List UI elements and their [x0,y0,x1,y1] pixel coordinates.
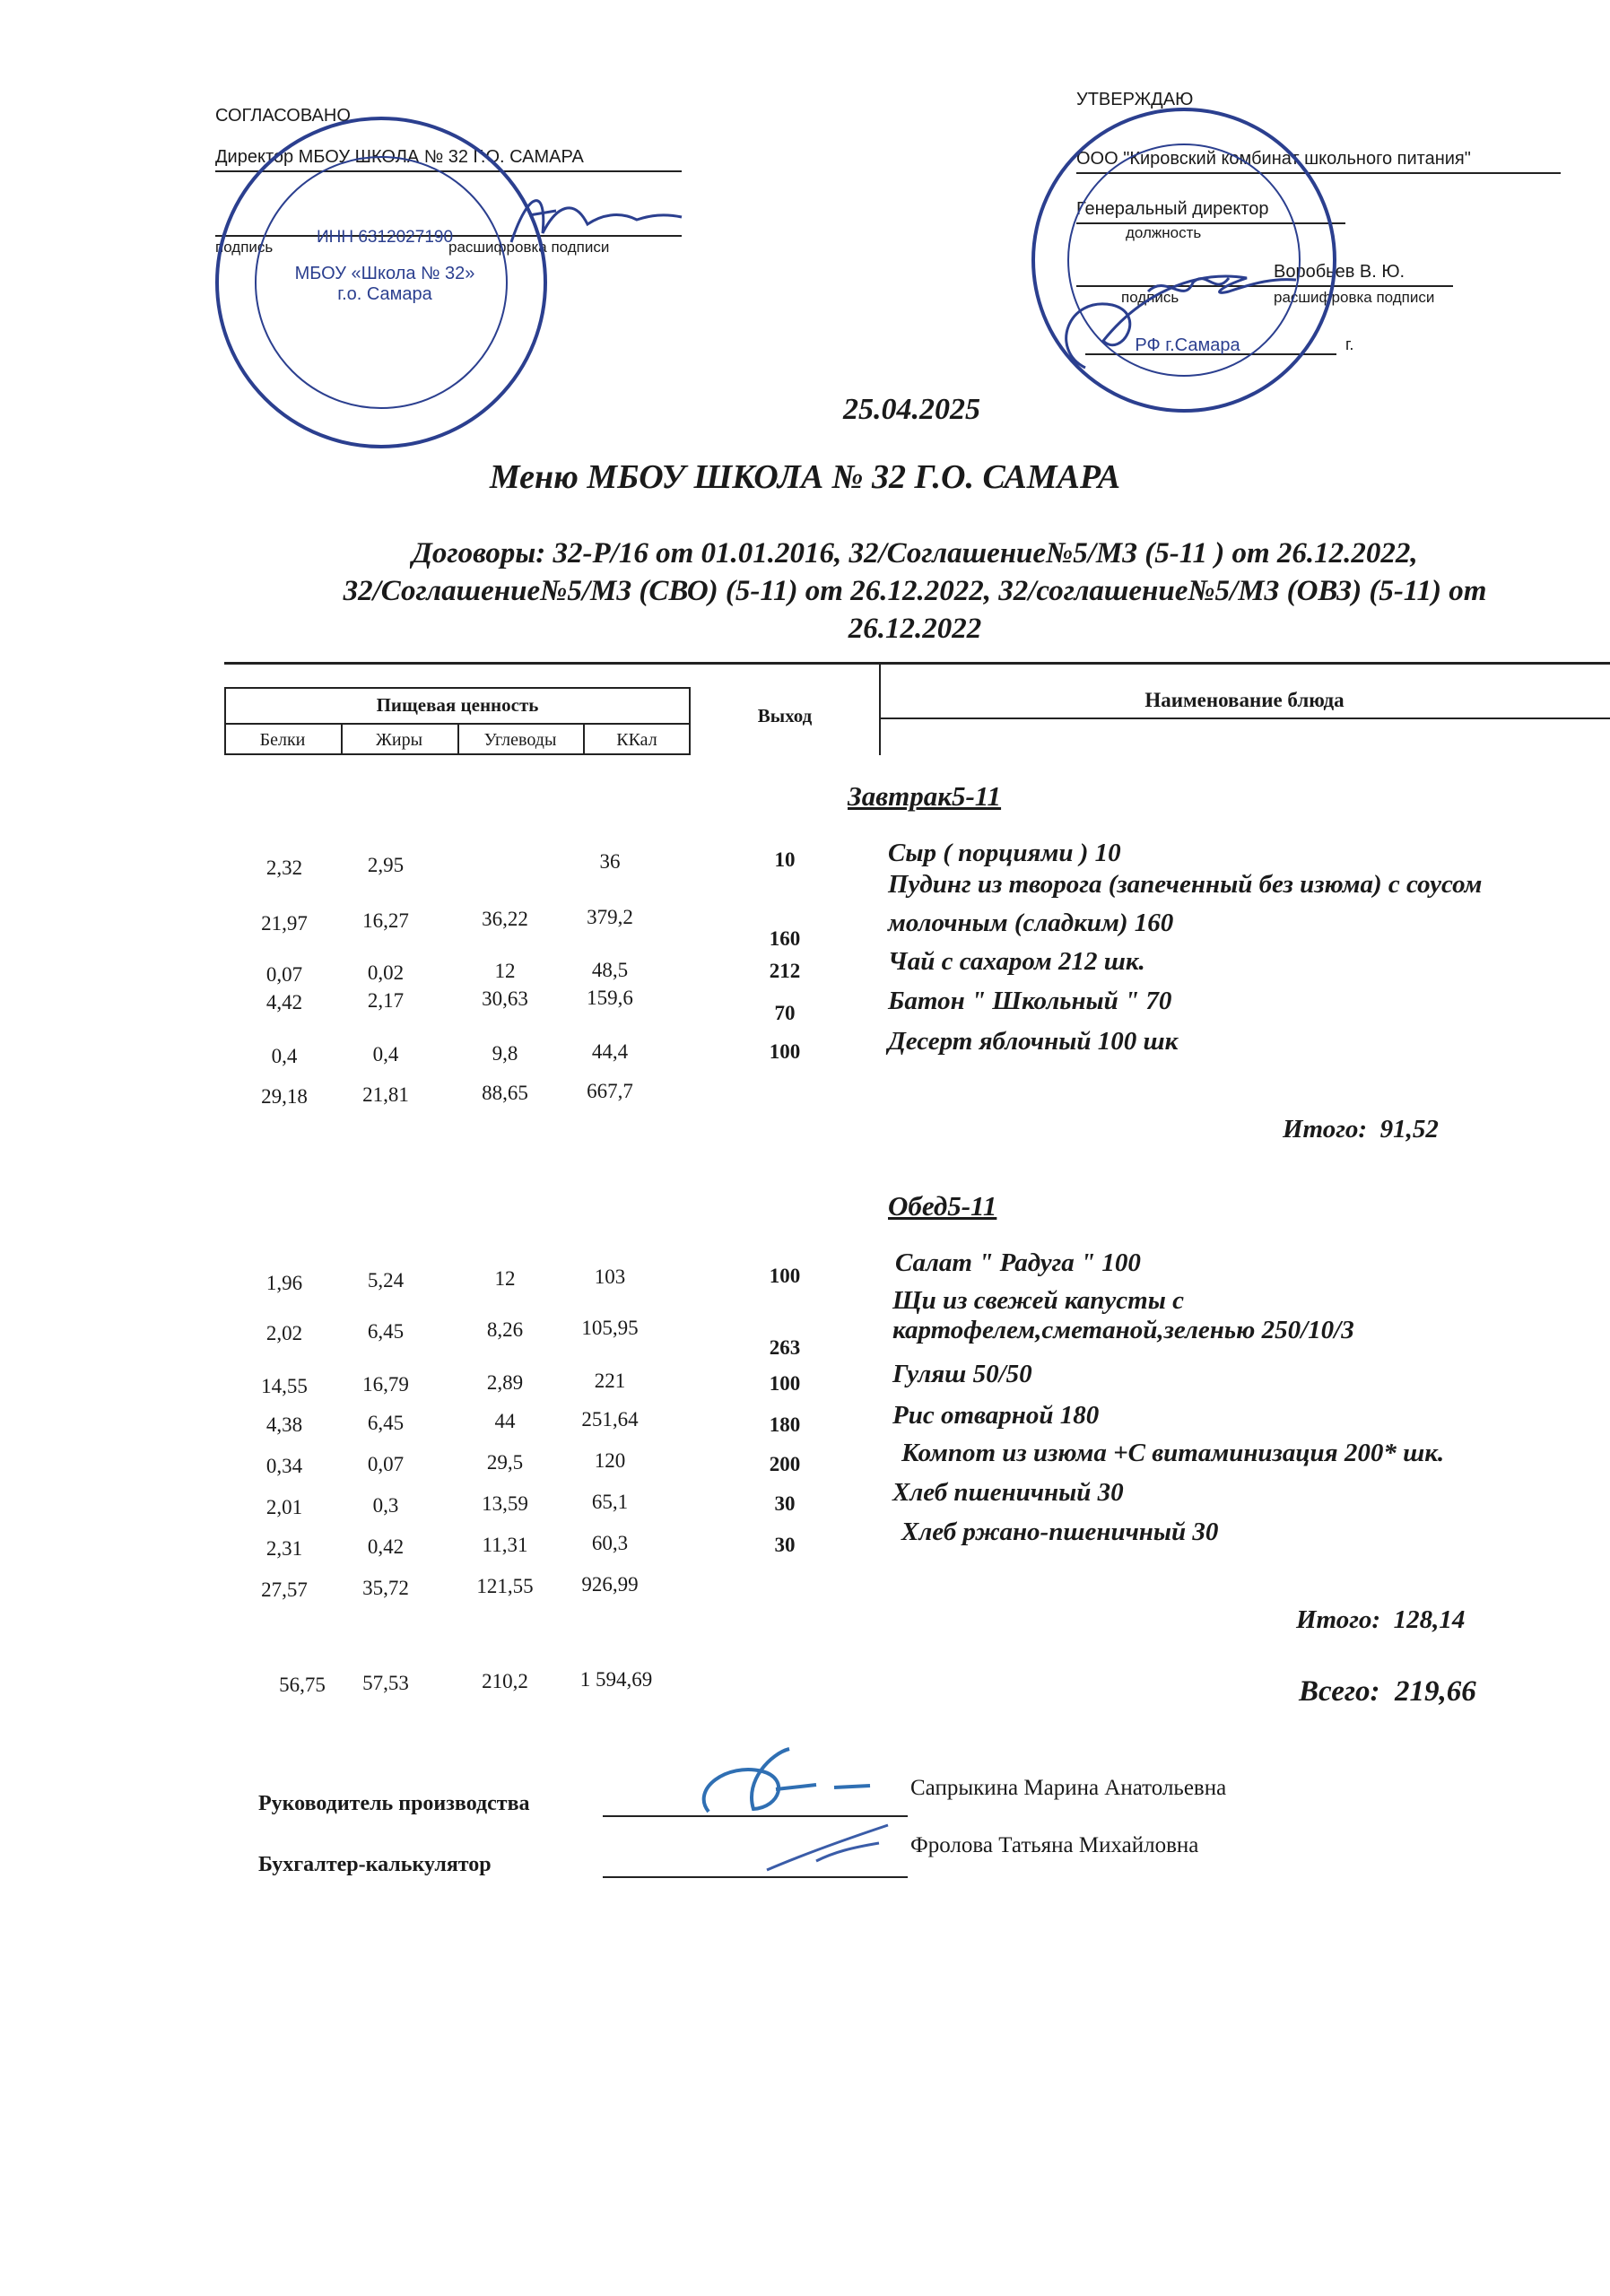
sig-name-production: Сапрыкина Марина Анатольевна [910,1776,1227,1800]
contracts [233,535,1597,648]
approval-left-decode-caption: расшифровка подписи [448,239,610,256]
contracts-line-1: Договоры: 32-Р/16 от 01.01.2016, 32/Соглашение№5/МЗ (5-11 ) от 26.12.2022, [412,537,1418,570]
school-stamp [215,117,547,448]
approval-right-sign-caption: подпись [1121,289,1179,306]
approval-right-name: Воробьев В. Ю. [1274,262,1405,282]
school-stamp-inn: ИНН 6312027190 [316,228,454,247]
approval-left-heading: СОГЛАСОВАНО [215,106,351,126]
grand-total: Всего: 219,66 [1299,1675,1476,1708]
approval-left-sign-caption: подпись [215,239,274,256]
th-dish-name: Наименование блюда [1144,689,1345,711]
approval-right-position: Генеральный директор [1076,199,1269,219]
school-stamp-center: МБОУ «Школа № 32» г.о. Самара [294,264,475,304]
lunch-total: Итого: 128,14 [1296,1605,1466,1634]
th-carbs: Углеводы [483,730,557,750]
approval-right-org: ООО "Кировский комбинат школьного питания" [1076,149,1471,169]
approval-left-position: Директор МБОУ ШКОЛА № 32 Г.О. САМАРА [215,147,584,167]
breakfast-title: Завтрак5-11 [848,780,1002,812]
th-output: Выход [757,705,813,726]
breakfast-total: Итого: 91,52 [1283,1115,1439,1144]
menu-date: 25.04.2025 [843,393,980,426]
director-signature [502,179,691,260]
th-nutrition: Пищевая ценность [376,694,539,716]
contracts-line-2: 32/Соглашение№5/МЗ (СВО) (5-11) от 26.12.2022, 32/соглашение№5/МЗ (ОВЗ) (5-11) от [343,575,1487,607]
lunch-title: Обед5-11 [888,1190,997,1222]
approval-right-position-caption: должность [1126,224,1202,241]
th-fat: Жиры [375,730,423,750]
approval-right-decode-caption: расшифровка подписи [1274,289,1435,306]
approval-right-year: г. [1345,335,1354,353]
th-protein: Белки [259,730,306,750]
accountant-signature [762,1816,897,1879]
approval-right-heading: УТВЕРЖДАЮ [1076,90,1194,109]
general-director-signature [1014,242,1301,377]
table-top-border [224,662,1610,665]
kitchen-stamp-center: РФ г.Самара [1135,335,1240,355]
sig-role-production: Руководитель производства [258,1792,530,1815]
sig-name-accountant: Фролова Татьяна Михайловна [910,1833,1199,1857]
production-signature [691,1735,897,1825]
th-kcal: ККал [616,730,657,750]
sig-role-accountant: Бухгалтер-калькулятор [258,1853,492,1876]
contracts-line-3: 26.12.2022 [848,613,982,645]
page-title: Меню МБОУ ШКОЛА № 32 Г.О. САМАРА [489,458,1121,496]
